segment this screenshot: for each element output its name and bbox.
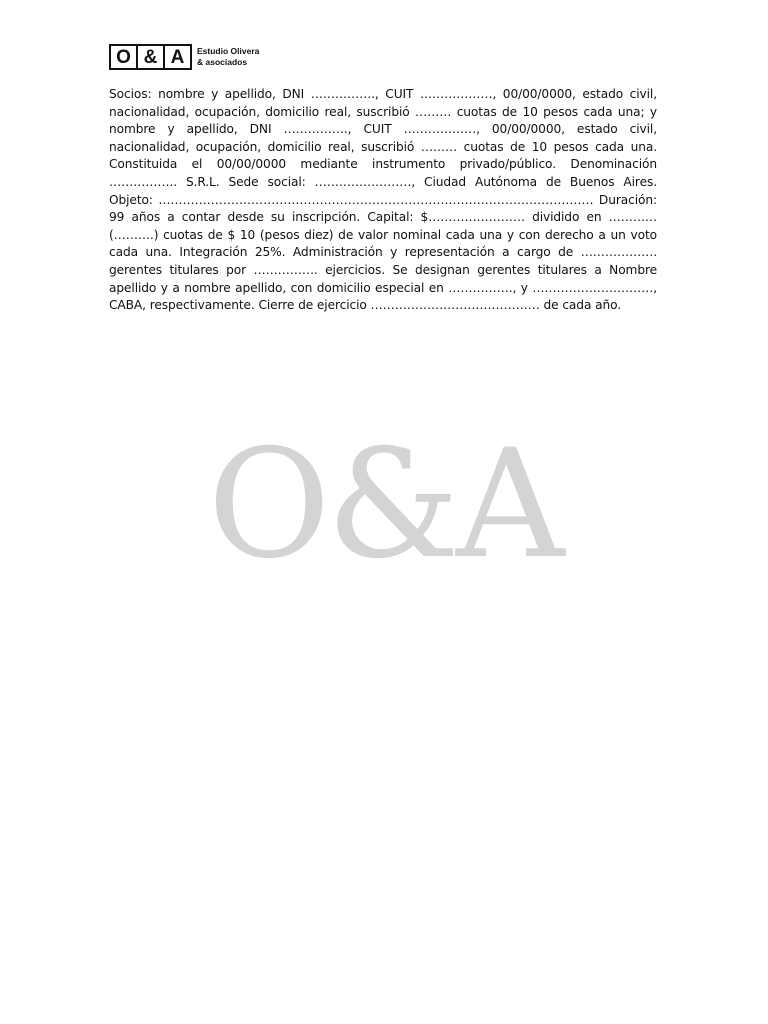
logo-letter-a: A <box>163 46 190 68</box>
logo-letter-o: O <box>116 46 131 68</box>
watermark: O&A <box>207 418 561 592</box>
document-body <box>109 86 657 315</box>
body-paragraph: Socios: nombre y apellido, DNI ……………., CUIT ………………, 00/00/0000, estado civil, nacionalidad, ocupación, domicilio real, suscribió ……… cuotas de 10 pesos cada una; y nombre y apellido, DNI ……………., CUIT ………………, 00/00/0000, estado civil, nacionalidad, ocupación, domicilio real, suscribió ……… cuotas de 10 pesos cada una. Constituida el 00/00/0000 mediante instrumento privado/público. Denominación …………….. S.R.L. Sede social: ……………………, Ciudad Autónoma de Buenos Aires. Objeto: ……………………………………………………………………………………………… Duración: 99 años a contar desde su inscripción. Capital: $…………………… dividido en ………… (……….) cuotas de $ 10 (pesos diez) de valor nominal cada una y con derecho a un voto cada una. Integración 25%. Administración y representación a cargo de ………………. gerentes titulares por ……………. ejercicios. Se designan gerentes titulares a Nombre apellido y a nombre apellido, con domicilio especial en ……………., y …………………………, CABA, respectivamente. Cierre de ejercicio …………………………………… de cada año. <box>109 87 657 313</box>
brand-line-1: Estudio Olivera <box>197 46 260 56</box>
letterhead <box>109 42 259 72</box>
logo-letter-ampersand: & <box>136 46 163 68</box>
brand-line-2: & asociados <box>197 57 248 67</box>
brand-name <box>197 46 259 68</box>
logo <box>109 44 192 70</box>
